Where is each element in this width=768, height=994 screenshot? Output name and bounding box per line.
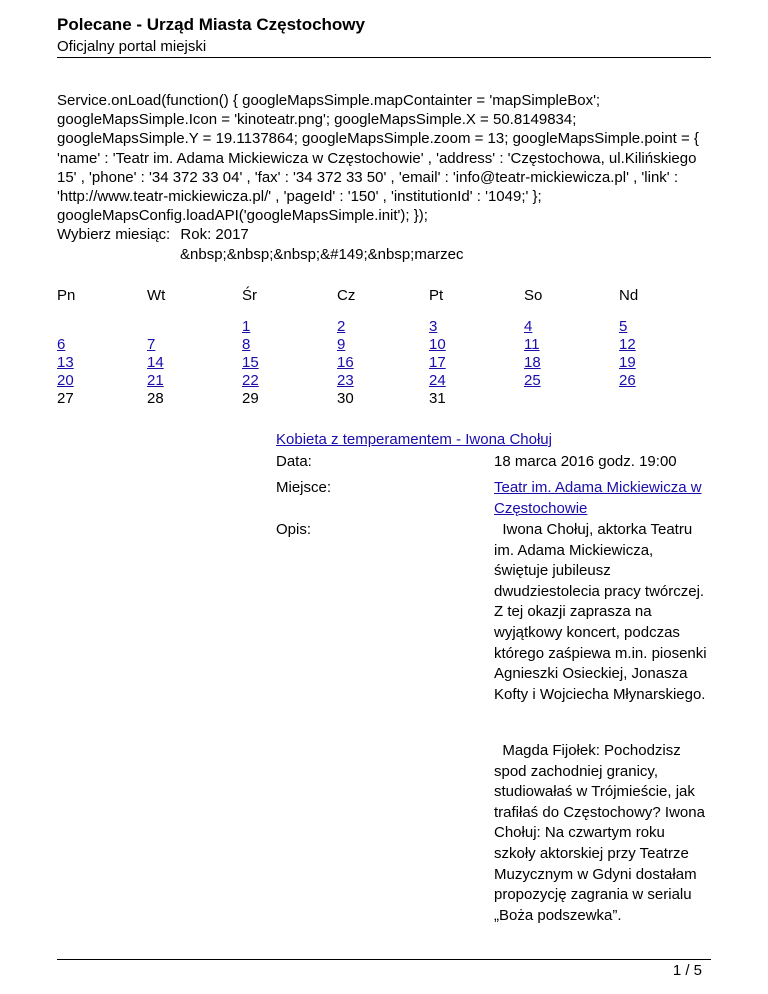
calendar-cell	[147, 336, 207, 354]
calendar-day-link[interactable]: 2	[337, 318, 346, 335]
calendar-day-link[interactable]: 5	[619, 318, 628, 335]
calendar-day-link[interactable]: 25	[524, 372, 541, 389]
calendar-cell	[619, 372, 679, 390]
calendar-cell	[57, 372, 117, 390]
calendar-cell	[147, 354, 207, 372]
calendar-day-link[interactable]: 26	[619, 372, 636, 389]
calendar-cell	[57, 318, 117, 336]
calendar-day-link[interactable]: 10	[429, 336, 446, 353]
calendar-column	[57, 286, 117, 408]
calendar-column	[524, 286, 584, 408]
calendar-cell	[337, 390, 397, 408]
event-date-value: 18 marca 2016 godz. 19:00	[494, 453, 677, 470]
footer-divider	[57, 959, 711, 960]
calendar-cell	[147, 318, 207, 336]
calendar-day-link[interactable]: 24	[429, 372, 446, 389]
calendar-day-header: Wt	[147, 287, 166, 304]
calendar-day-link[interactable]: 9	[337, 336, 346, 353]
calendar-day: 29	[242, 390, 259, 407]
calendar-cell	[242, 372, 302, 390]
calendar-cell	[57, 390, 117, 408]
calendar-day-header: Pn	[57, 287, 76, 304]
calendar-cell	[619, 390, 679, 408]
calendar-day-link[interactable]: 4	[524, 318, 533, 335]
calendar-day-link[interactable]: 12	[619, 336, 636, 353]
year-label: Rok: 2017	[180, 226, 249, 243]
calendar-cell	[242, 390, 302, 408]
calendar-day-link[interactable]: 18	[524, 354, 541, 371]
calendar-cell	[337, 354, 397, 372]
choose-month-label: Wybierz miesiąc:	[57, 226, 171, 243]
calendar-day-link[interactable]: 19	[619, 354, 636, 371]
calendar-day-link[interactable]: 7	[147, 336, 156, 353]
calendar-column	[242, 286, 302, 408]
calendar-cell	[619, 318, 679, 336]
calendar-day-link[interactable]: 21	[147, 372, 164, 389]
calendar-day-header: Cz	[337, 287, 356, 304]
calendar-day-header: Śr	[242, 287, 257, 304]
calendar-cell	[242, 336, 302, 354]
calendar-cell	[337, 336, 397, 354]
calendar-day-link[interactable]: 11	[524, 336, 540, 353]
calendar-day-link[interactable]: 8	[242, 336, 251, 353]
page-number: 1 / 5	[672, 962, 702, 979]
calendar-cell	[57, 336, 117, 354]
calendar-cell	[524, 336, 584, 354]
event-description-label: Opis:	[276, 521, 312, 538]
calendar-day-link[interactable]: 17	[429, 354, 446, 371]
calendar-column	[619, 286, 679, 408]
calendar-day-link[interactable]: 22	[242, 372, 259, 389]
calendar-day-link[interactable]: 14	[147, 354, 164, 371]
map-script-text: Service.onLoad(function() { googleMapsSimple.mapContainter = 'mapSimpleBox'; googleMapsSimple.Icon = 'kinoteatr.png'; googleMapsSimple.X = 50.8149834; googleMapsSimple.Y = 19.1137864; googleMapsSimple.zoom = 13; googleMapsSimple.point = { 'name' : 'Teatr im. Adama Mickiewicza w Częstochowie' , 'address' : 'Częstochowa, ul.Kilińskiego 15' , 'phone' : '34 372 33 04' , 'fax' : '34 372 33 50' , 'email' : 'info@teatr-mickiewicza.pl' , 'link' : 'http://www.teatr-mickiewicza.pl/' , 'pageId' : '150' , 'institutionId' : '1049;' }; googleMapsConfig.loadAPI('googleMapsSimple.init'); });	[57, 92, 699, 225]
event-details	[276, 430, 710, 924]
calendar-cell	[429, 318, 489, 336]
header-divider	[57, 57, 711, 58]
calendar-cell	[524, 390, 584, 408]
calendar-day-link[interactable]: 23	[337, 372, 354, 389]
calendar-day: 31	[429, 390, 446, 407]
calendar-day-link[interactable]: 1	[242, 318, 251, 335]
calendar-column	[337, 286, 397, 408]
site-subtitle: Oficjalny portal miejski	[57, 38, 207, 55]
calendar-day-header: Pt	[429, 287, 444, 304]
calendar-day: 30	[337, 390, 354, 407]
calendar-day: 28	[147, 390, 164, 407]
site-title: Polecane - Urząd Miasta Częstochowy	[57, 15, 365, 34]
calendar-day-header: So	[524, 287, 543, 304]
event-place-label: Miejsce:	[276, 479, 332, 496]
calendar-cell	[619, 354, 679, 372]
calendar-cell	[147, 372, 207, 390]
calendar-cell	[429, 354, 489, 372]
calendar-cell	[337, 372, 397, 390]
event-date-label: Data:	[276, 453, 312, 470]
calendar-day-link[interactable]: 6	[57, 336, 66, 353]
month-chooser	[57, 225, 255, 244]
calendar-day-link[interactable]: 13	[57, 354, 74, 371]
calendar-cell	[524, 354, 584, 372]
event-place-link[interactable]: Teatr im. Adama Mickiewicza w Częstochowie	[494, 479, 702, 517]
calendar-cell	[429, 336, 489, 354]
calendar-cell	[337, 318, 397, 336]
calendar-cell	[524, 372, 584, 390]
calendar-cell	[619, 336, 679, 354]
calendar-cell	[429, 390, 489, 408]
calendar-day-link[interactable]: 16	[337, 354, 354, 371]
calendar-cell	[147, 390, 207, 408]
event-title-link[interactable]: Kobieta z temperamentem - Iwona Chołuj	[276, 431, 552, 448]
calendar-cell	[57, 354, 117, 372]
event-description-paragraph-2: Magda Fijołek: Pochodzisz spod zachodniej granicy, studiowałaś w Trójmieście, jak trafiłaś do Częstochowy? Iwona Chołuj: Na czwartym roku szkoły aktorskiej przy Teatrze Muzycznym w Gdyni dostałam propozycję zagrania w serialu „Boża podszewka”.	[494, 742, 710, 924]
calendar-day: 27	[57, 390, 74, 407]
current-month-label: &nbsp;&nbsp;&nbsp;&#149;&nbsp;marzec	[180, 246, 464, 263]
calendar-day-link[interactable]: 15	[242, 354, 259, 371]
calendar-day-link[interactable]: 20	[57, 372, 74, 389]
calendar-cell	[429, 372, 489, 390]
calendar-column	[429, 286, 489, 408]
page-header	[57, 14, 711, 57]
event-description-paragraph-1: Iwona Chołuj, aktorka Teatru im. Adama Mickiewicza, świętuje jubileusz dwudziestolecia pracy twórczej. Z tej okazji zaprasza na wyjątkowy koncert, podczas którego zaśpiewa m.in. piosenki Agnieszki Osieckiej, Jonasza Kofty i Wojciecha Młynarskiego.	[494, 521, 710, 703]
calendar-cell	[524, 318, 584, 336]
calendar-day-header: Nd	[619, 287, 639, 304]
calendar-cell	[242, 318, 302, 336]
calendar-cell	[242, 354, 302, 372]
calendar-column	[147, 286, 207, 408]
calendar-day-link[interactable]: 3	[429, 318, 438, 335]
